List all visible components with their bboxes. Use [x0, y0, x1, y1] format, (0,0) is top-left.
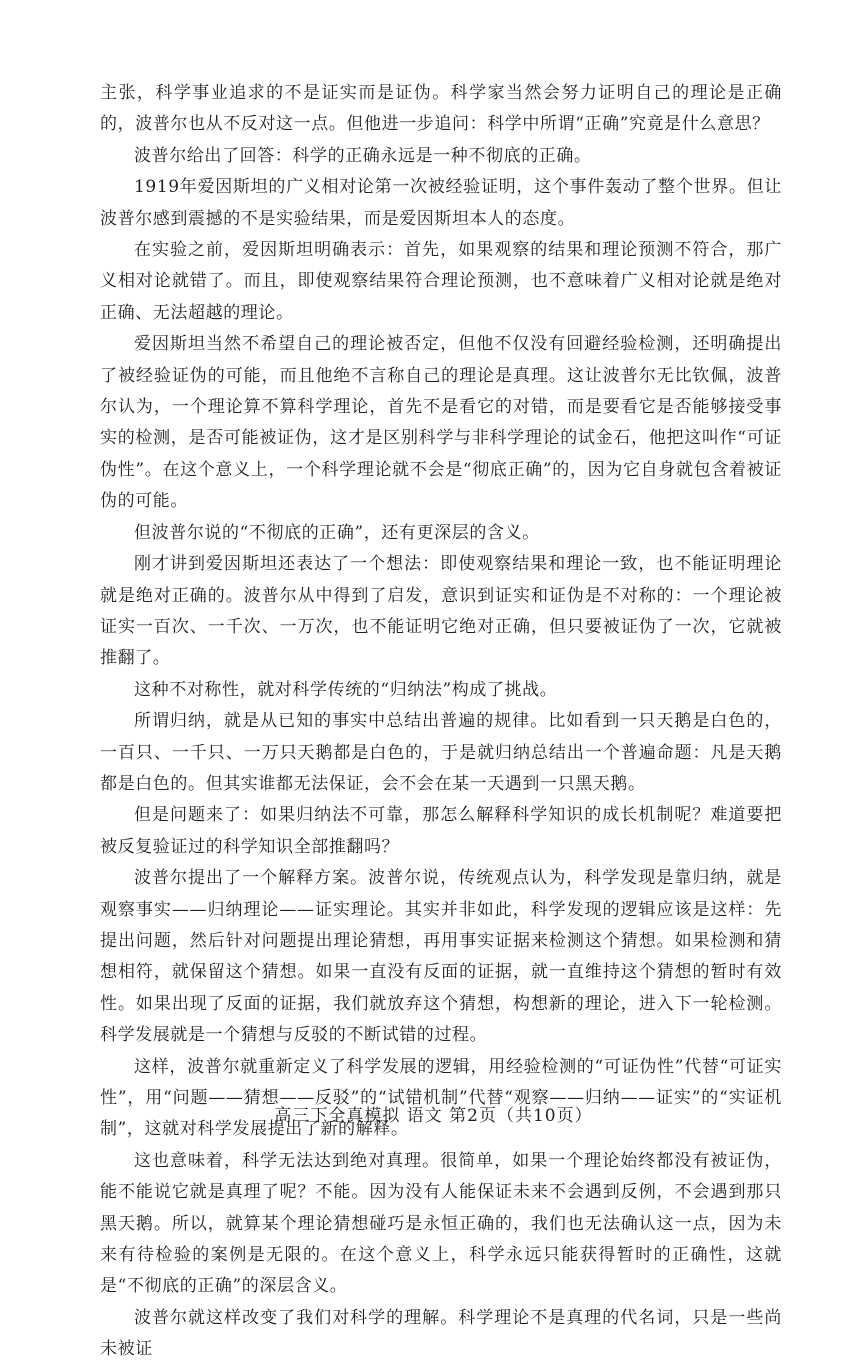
paragraph-2: 波普尔给出了回答：科学的正确永远是一种不彻底的正确。	[134, 145, 592, 166]
paragraph-13: 这也意味着，科学无法达到绝对真理。很简单，如果一个理论始终都没有被证伪，能不能说它就是真理了呢？不能。因为没有人能保证未来不会遇到反例，不会遇到那只黑天鹅。所以，就算某个理论猜想碰巧是永恒正确的，我们也无法确认这一点，因为未来有待检验的案例是无限的。在这个意义上，科学永远只能获得暂时的正确性，这就是“不彻底的正确”的深层含义。	[100, 1150, 782, 1297]
page-footer: 高三下全真模拟 语文 第2页（共10页）	[274, 1106, 593, 1126]
paragraph-10: 但是问题来了：如果归纳法不可靠，那怎么解释科学知识的成长机制呢？难道要把被反复验证过的科学知识全部推翻吗？	[100, 805, 782, 857]
paragraph-12: 这样，波普尔就重新定义了科学发展的逻辑，用经验检测的“可证伪性”代替“可证实性”，用“问题——猜想——反驳”的“试错机制”代替“观察——归纳——证实”的“实证机制”，这就对科学发展提出了新的解释。	[100, 1056, 782, 1140]
paragraph-11: 波普尔提出了一个解释方案。波普尔说，传统观点认为，科学发现是靠归纳，就是观察事实——归纳理论——证实理论。其实并非如此，科学发现的逻辑应该是这样：先提出问题，然后针对问题提出理论猜想，再用事实证据来检测这个猜想。如果检测和猜想相符，就保留这个猜想。如果一直没有反面的证据，就一直维持这个猜想的暂时有效性。如果出现了反面的证据，我们就放弃这个猜想，构想新的理论，进入下一轮检测。科学发展就是一个猜想与反驳的不断试错的过程。	[100, 868, 782, 1046]
paragraph-4: 在实验之前，爱因斯坦明确表示：首先，如果观察的结果和理论预测不符合，那广义相对论就错了。而且，即使观察结果符合理论预测，也不意味着广义相对论就是绝对正确、无法超越的理论。	[100, 240, 782, 323]
paragraph-1: 主张，科学事业追求的不是证实而是证伪。科学家当然会努力证明自己的理论是正确的，波普尔也从不反对这一点。但他进一步追问：科学中所谓“正确”究竟是什么意思？	[100, 83, 782, 135]
paragraph-5: 爱因斯坦当然不希望自己的理论被否定，但他不仅没有回避经验检测，还明确提出了被经验证伪的可能，而且他绝不言称自己的理论是真理。这让波普尔无比钦佩，波普尔认为，一个理论算不算科学理论，首先不是看它的对错，而是要看它是否能够接受事实的检测，是否可能被证伪，这才是区别科学与非科学理论的试金石，他把这叫作“可证伪性”。在这个意义上，一个科学理论就不会是“彻底正确”的，因为它自身就包含着被证伪的可能。	[100, 334, 782, 512]
article-body	[100, 78, 782, 1366]
paragraph-3: 1919年爱因斯坦的广义相对论第一次被经验证明，这个事件轰动了整个世界。但让波普尔感到震撼的不是实验结果，而是爱因斯坦本人的态度。	[100, 177, 782, 229]
paragraph-6: 但波普尔说的“不彻底的正确”，还有更深层的含义。	[134, 522, 540, 543]
paragraph-8: 这种不对称性，就对科学传统的“归纳法”构成了挑战。	[134, 679, 558, 700]
paragraph-9: 所谓归纳，就是从已知的事实中总结出普遍的规律。比如看到一只天鹅是白色的，一百只、一千只、一万只天鹅都是白色的，于是就归纳总结出一个普遍命题：凡是天鹅都是白色的。但其实谁都无法保证，会不会在某一天遇到一只黑天鹅。	[100, 711, 782, 794]
paragraph-14: 波普尔就这样改变了我们对科学的理解。科学理论不是真理的代名词，只是一些尚未被证	[100, 1307, 782, 1360]
paragraph-7: 刚才讲到爱因斯坦还表达了一个想法：即使观察结果和理论一致，也不能证明理论就是绝对正确的。波普尔从中得到了启发，意识到证实和证伪是不对称的：一个理论被证实一百次、一千次、一万次，也不能证明它绝对正确，但只要被证伪了一次，它就被推翻了。	[100, 554, 782, 669]
